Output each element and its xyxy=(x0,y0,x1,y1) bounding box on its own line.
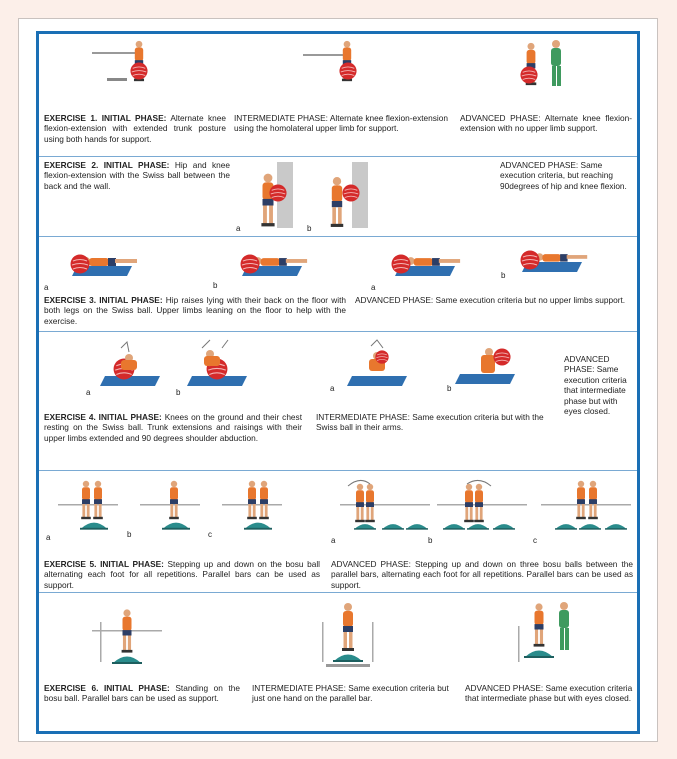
ex1-initial-figure xyxy=(92,40,162,90)
ex4-intermediate-caption: INTERMEDIATE PHASE: Same execution criteria but with the Swiss ball in their arms. xyxy=(316,412,544,433)
ex3-figure-b xyxy=(232,240,312,280)
ex6-intermediate-figure xyxy=(318,596,378,670)
ex4-label-c: a xyxy=(330,384,335,393)
ex2-initial-caption: EXERCISE 2. INITIAL PHASE: Hip and knee flexion-extension with the Swiss ball between the back and the wall. xyxy=(44,160,230,191)
ex6-initial-figure xyxy=(92,600,162,670)
ex3-figure-c xyxy=(385,240,465,280)
ex5-advanced-caption: ADVANCED PHASE: Stepping up and down on three bosu balls between the parallel bars, alternating each foot for all repetitions. Parallel bars can be used as support. xyxy=(331,559,633,590)
ex4-figure-d xyxy=(455,340,525,390)
ex3-label-c: a xyxy=(371,283,376,292)
ex6-initial-caption: EXERCISE 6. INITIAL PHASE: Standing on the bosu ball. Parallel bars can be used as support. xyxy=(44,683,240,704)
ex2-advanced-caption: ADVANCED PHASE: Same execution criteria, but reaching 90degrees of hip and knee flexion. xyxy=(500,160,627,191)
ex1-advanced-caption: ADVANCED PHASE: Alternate knee flexion-extension with no upper limb support. xyxy=(460,113,632,134)
ex6-intermediate-caption: INTERMEDIATE PHASE: Same execution criteria but just one hand on the parallel bar. xyxy=(252,683,449,704)
ex4-figure-b xyxy=(182,340,252,390)
ex1-intermediate-figure xyxy=(303,40,373,90)
ex4-initial-caption: EXERCISE 4. INITIAL PHASE: Knees on the ground and their chest resting on the Swiss ball. Trunk extensions and raisings with their upper limbs extended and 90 degrees shoulder abduction. xyxy=(44,412,302,443)
ex5-label-e: b xyxy=(428,536,433,545)
ex3-label-b: b xyxy=(213,281,218,290)
divider xyxy=(39,592,637,593)
ex6-advanced-figure xyxy=(516,596,586,666)
ex2-label-a: a xyxy=(236,224,241,233)
ex4-figure-c xyxy=(347,340,417,390)
ex5-figure-c xyxy=(222,476,282,536)
ex4-label-b: b xyxy=(176,388,181,397)
ex4-label-a: a xyxy=(86,388,91,397)
divider xyxy=(39,156,637,157)
ex2-figure-a xyxy=(255,162,305,230)
ex3-advanced-caption: ADVANCED PHASE: Same execution criteria but no upper limbs support. xyxy=(355,295,626,305)
ex5-figure-f xyxy=(541,476,631,536)
ex5-figure-a xyxy=(58,476,118,536)
ex3-figure-d xyxy=(512,238,592,278)
ex5-label-d: a xyxy=(331,536,336,545)
ex1-advanced-figure xyxy=(510,38,580,90)
ex3-figure-a xyxy=(62,240,142,280)
divider xyxy=(39,331,637,332)
ex1-initial-caption: EXERCISE 1. INITIAL PHASE: Alternate knee flexion-extension with extended trunk posture using both hands for support. xyxy=(44,113,226,144)
ex5-label-f: c xyxy=(533,536,537,545)
ex2-figure-b xyxy=(322,162,377,230)
ex5-figure-b xyxy=(140,476,200,536)
ex2-label-b: b xyxy=(307,224,312,233)
divider xyxy=(39,470,637,471)
ex5-label-c: c xyxy=(208,530,212,539)
ex1-intermediate-caption: INTERMEDIATE PHASE: Alternate knee flexion-extension using the homolateral upper limb for support. xyxy=(234,113,448,134)
divider xyxy=(39,236,637,237)
ex6-advanced-caption: ADVANCED PHASE: Same execution criteria that intermediate phase but with eyes closed. xyxy=(465,683,633,704)
ex3-label-a: a xyxy=(44,283,49,292)
ex3-label-d: b xyxy=(501,271,506,280)
ex5-initial-caption: EXERCISE 5. INITIAL PHASE: Stepping up and down on the bosu ball alternating each foot for all repetitions. Parallel bars can be used as support. xyxy=(44,559,321,590)
ex5-label-a: a xyxy=(46,533,51,542)
ex5-figure-e xyxy=(437,476,527,536)
ex4-figure-a xyxy=(95,340,165,390)
ex3-initial-caption: EXERCISE 3. INITIAL PHASE: Hip raises lying with their back on the floor with both legs on the Swiss ball. Upper limbs leaning on the floor to help with the exercise. xyxy=(44,295,346,326)
ex4-label-d: b xyxy=(447,384,452,393)
ex5-figure-d xyxy=(340,476,430,536)
ex4-advanced-caption: ADVANCED PHASE: Same execution criteria that intermediate phase but with eyes closed. xyxy=(564,354,627,417)
ex5-label-b: b xyxy=(127,530,132,539)
